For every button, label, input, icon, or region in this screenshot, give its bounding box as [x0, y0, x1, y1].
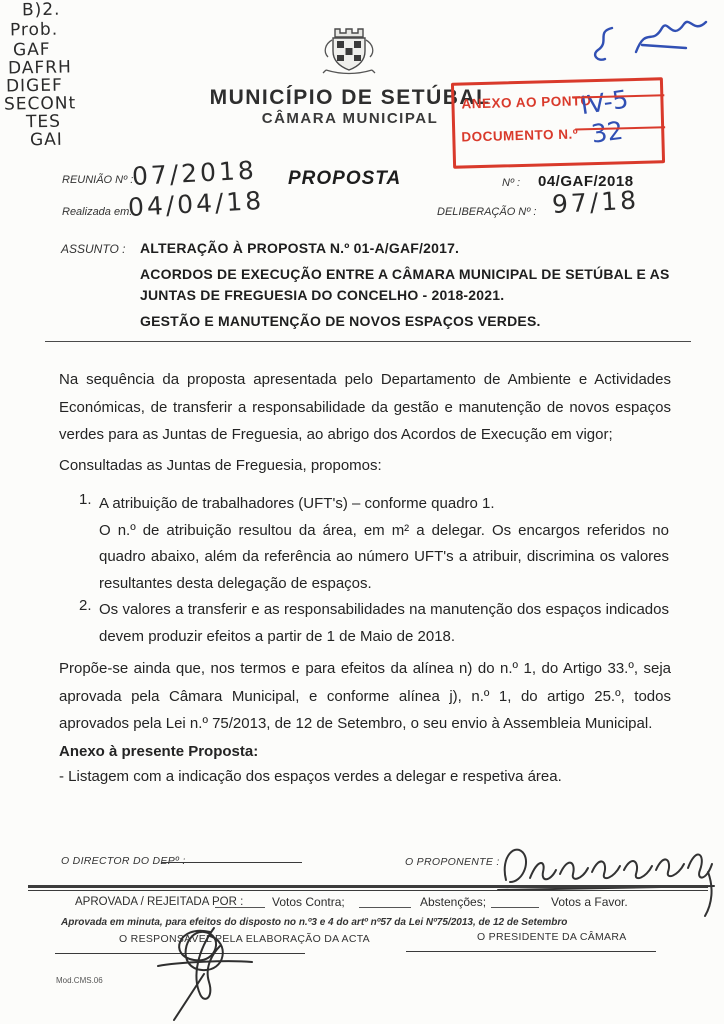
corner-note: TES: [25, 111, 62, 133]
corner-note: Prob.: [9, 19, 59, 41]
votos-contra-blank: [215, 895, 265, 908]
list-item-text: Os valores a transferir e as responsabilidades na manutenção dos espaços indicados devem produzir efeitos a partir de 1 de Maio de 2018.: [99, 601, 669, 645]
anexo-title: Anexo à presente Proposta:: [59, 743, 259, 760]
camara-subtitle: CÂMARA MUNICIPAL: [261, 110, 439, 127]
voting-divider: [28, 885, 708, 891]
presidente-signature-line: [406, 951, 656, 952]
assunto-label: ASSUNTO :: [61, 242, 126, 256]
corner-note: SECONt: [3, 93, 77, 115]
list-item-number: 2.: [79, 597, 92, 614]
section-divider: [45, 341, 691, 342]
deliberacao-handwritten-value: 97/18: [551, 185, 640, 219]
corner-note: DIGEF: [5, 75, 63, 97]
votos-favor-label: Votos a Favor.: [551, 895, 628, 909]
assunto-line: GESTÃO E MANUTENÇÃO DE NOVOS ESPAÇOS VERDES.: [140, 313, 541, 329]
presidente-label: O PRESIDENTE DA CÂMARA: [477, 931, 627, 943]
director-label: O DIRECTOR DO DEPº :: [61, 855, 186, 867]
body-paragraph-1: Na sequência da proposta apresentada pelo Departamento de Ambiente e Actividades Económicas, de transferir a responsabilidade da gestão e manutenção de novos espaços verdes para as Juntas de Freguesia, ao abrigo dos Acordos de Execução em vigor;: [59, 371, 671, 443]
list-item-text: A atribuição de trabalhadores (UFT's) – conforme quadro 1.: [99, 495, 495, 512]
list-item: [99, 491, 669, 597]
numero-label: Nº :: [502, 177, 521, 189]
stamp-line2-handwritten-value: 32: [589, 115, 625, 149]
minuta-note: Aprovada em minuta, para efeitos do disposto no n.º3 e 4 do artº nº57 da Lei Nº75/2013, de 12 de Setembro: [61, 917, 568, 928]
assunto-line: ACORDOS DE EXECUÇÃO ENTRE A CÂMARA MUNICIPAL DE SETÚBAL E AS JUNTAS DE FREGUESIA DO CONCELHO - 2018-2021.: [140, 266, 670, 303]
corner-note: GAF: [12, 39, 51, 61]
numero-value: 04/GAF/2018: [538, 173, 634, 190]
proponente-label: O PROPONENTE :: [405, 856, 500, 868]
corner-note: B)2.: [21, 0, 61, 21]
abstencoes-blank: [359, 895, 411, 908]
corner-note: GAI: [29, 129, 63, 151]
list-item: [99, 597, 669, 650]
realizada-handwritten-value: 04/04/18: [127, 185, 265, 222]
body-paragraph-3: Propõe-se ainda que, nos termos e para efeitos da alínea n) do n.º 1, do Artigo 33.º, seja aprovada pela Câmara Municipal, e conforme alínea j), n.º 1, do artigo 25.º, todos aprovados pela Lei n.º 75/2013, de 12 de Setembro, o seu envio à Assembleia Municipal.: [59, 660, 671, 732]
anexo-block: [59, 739, 671, 789]
abstencoes-label: Abstenções;: [420, 895, 487, 909]
form-code: Mod.CMS.06: [56, 976, 103, 985]
setubal-coat-of-arms-icon: [320, 24, 378, 78]
stamp-line1-label: ANEXO AO PONTO: [461, 93, 592, 112]
list-item-text: O n.º de atribuição resultou da área, em m² a delegar. Os encargos referidos no quadro abaixo, além da referência ao número UFT's a atribuir, discrimina os valores resultantes desta delegação de espaços.: [99, 521, 669, 592]
anexo-item: - Listagem com a indicação dos espaços verdes a delegar e respetiva área.: [59, 768, 562, 785]
stamp-line2-label: DOCUMENTO N.º: [461, 126, 579, 145]
assunto-block: [140, 238, 692, 337]
anexo-stamp: [451, 77, 665, 169]
assunto-line: ALTERAÇÃO À PROPOSTA N.º 01-A/GAF/2017.: [140, 240, 460, 256]
municipality-title: MUNICÍPIO DE SETÚBAL: [209, 86, 491, 109]
deliberacao-label: DELIBERAÇÃO Nº :: [437, 206, 537, 218]
votos-contra-label: Votos Contra;: [272, 895, 345, 909]
proposta-title: PROPOSTA: [288, 168, 402, 189]
director-signature-line: [162, 862, 302, 863]
handwritten-initials-mark: [588, 14, 718, 72]
realizada-label: Realizada em:: [62, 206, 133, 218]
list-item-number: 1.: [79, 491, 92, 508]
aprovada-label: APROVADA / REJEITADA POR :: [75, 896, 244, 908]
votos-favor-blank: [491, 895, 539, 908]
corner-note: DAFRH: [7, 57, 72, 79]
body-paragraph-2: Consultadas as Juntas de Freguesia, propomos:: [59, 457, 382, 474]
stamp-line1-handwritten-value: IV-5: [578, 84, 631, 121]
reuniao-label: REUNIÃO Nº :: [62, 174, 134, 186]
reuniao-handwritten-value: 07/2018: [131, 155, 258, 191]
responsavel-signature-scribble: [148, 922, 268, 1022]
responsavel-label: O RESPONSÁVEL PELA ELABORAÇÃO DA ACTA: [119, 933, 370, 945]
